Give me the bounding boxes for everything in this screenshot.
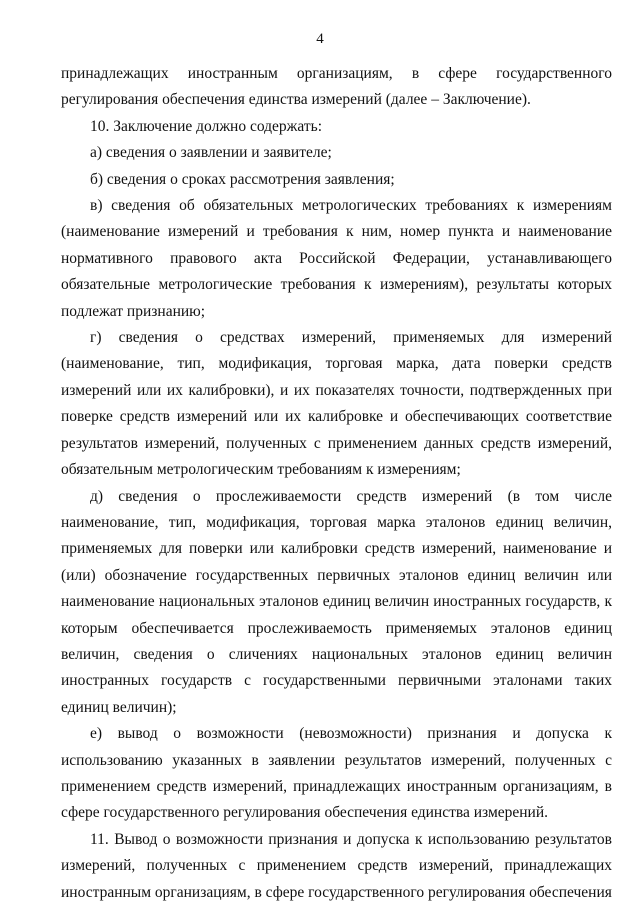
paragraph-10-a: а) сведения о заявлении и заявителе;: [90, 144, 332, 162]
page-number: 4: [316, 31, 324, 47]
paragraph-10: 10. Заключение должно содержать:: [90, 117, 323, 135]
paragraph-continuation: принадлежащих иностранным организациям, в сфере государственного регулирования обеспечения единства измерений (далее – Заключение).: [61, 65, 612, 109]
paragraph-10-d: д) сведения о прослеживаемости средств измерений (в том числе наименование, тип, модификация, торговая марка эталонов единиц величин, применяемых для поверки или калибровки средств измерений, наименование и (или) обозначение государственных первичных эталонов единиц величин или наименование национальных эталонов единиц величин иностранных государств, к которым обеспечивается прослеживаемость применяемых эталонов единиц величин, сведения о сличениях национальных эталонов единиц величин иностранных государств с государственными первичными эталонами таких единиц величин);: [61, 487, 612, 716]
paragraph-10-b: б) сведения о сроках рассмотрения заявления;: [90, 170, 395, 188]
paragraph-10-g: г) сведения о средствах измерений, применяемых для измерений (наименование, тип, модификация, торговая марка, дата поверки средств измерений или их калибровки), и их показателях точности, подтвержденных при поверке средств измерений или их калибровке и обеспечивающих соответствие результатов измерений, полученных с применением данных средств измерений, обязательным метрологическим требованиям к измерениям;: [61, 329, 612, 479]
paragraph-10-e: е) вывод о возможности (невозможности) признания и допуска к использованию указанных в заявлении результатов измерений, полученных с применением средств измерений, принадлежащих иностранным организациям, в сфере государственного регулирования обеспечения единства измерений.: [61, 725, 612, 822]
paragraph-10-v: в) сведения об обязательных метрологических требованиях к измерениям (наименование измерений и требования к ним, номер пункта и наименование нормативного правового акта Российской Федерации, устанавливающего обязательные метрологические требования к измерениям), результаты которых подлежат признанию;: [61, 197, 612, 320]
document-body: [61, 61, 612, 906]
paragraph-11: 11. Вывод о возможности признания и допуска к использованию результатов измерений, полученных с применением средств измерений, принадлежащих иностранным организациям, в сфере государственного регулирования обеспечения: [61, 830, 612, 901]
